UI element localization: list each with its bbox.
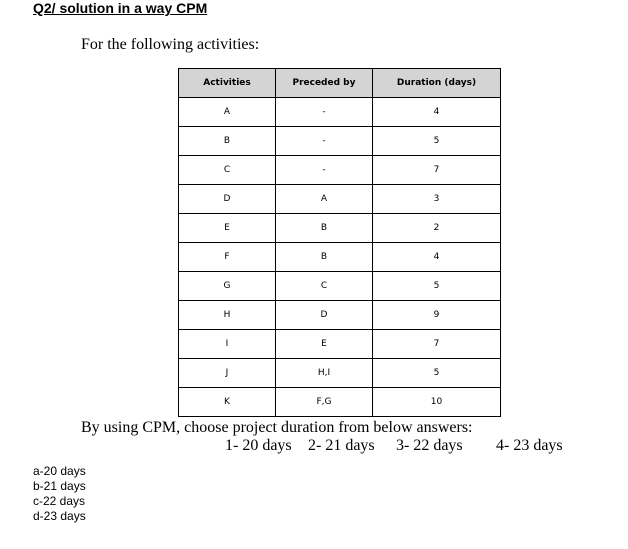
option-3: 3- 22 days <box>396 437 463 454</box>
intro-text: For the following activities: <box>81 36 260 53</box>
preceded-by-cell: B <box>276 214 373 243</box>
activity-cell: I <box>179 330 276 359</box>
table-header-row <box>179 69 501 98</box>
activity-cell: C <box>179 156 276 185</box>
answer-a: a-20 days <box>33 464 86 478</box>
table-row <box>179 388 501 417</box>
option-1: 1- 20 days <box>225 437 292 454</box>
activity-cell: K <box>179 388 276 417</box>
table-row <box>179 185 501 214</box>
preceded-by-cell: A <box>276 185 373 214</box>
activity-cell: E <box>179 214 276 243</box>
option-2: 2- 21 days <box>308 437 375 454</box>
question-title: Q2/ solution in a way CPM <box>33 0 208 16</box>
preceded-by-cell: - <box>276 98 373 127</box>
header-preceded-by: Preceded by <box>276 69 373 98</box>
table-row <box>179 127 501 156</box>
activity-cell: B <box>179 127 276 156</box>
table-row <box>179 272 501 301</box>
duration-cell: 3 <box>373 185 501 214</box>
activity-cell: H <box>179 301 276 330</box>
table-row <box>179 98 501 127</box>
preceded-by-cell: - <box>276 127 373 156</box>
duration-cell: 5 <box>373 272 501 301</box>
activity-cell: J <box>179 359 276 388</box>
answer-b: b-21 days <box>33 479 86 493</box>
answer-list <box>33 464 86 524</box>
table-row <box>179 214 501 243</box>
duration-cell: 5 <box>373 127 501 156</box>
option-4: 4- 23 days <box>496 437 563 454</box>
duration-cell: 7 <box>373 330 501 359</box>
preceded-by-cell: - <box>276 156 373 185</box>
preceded-by-cell: F,G <box>276 388 373 417</box>
table-row <box>179 301 501 330</box>
preceded-by-cell: E <box>276 330 373 359</box>
header-activities: Activities <box>179 69 276 98</box>
table-row <box>179 330 501 359</box>
activity-cell: G <box>179 272 276 301</box>
duration-cell: 4 <box>373 98 501 127</box>
preceded-by-cell: H,I <box>276 359 373 388</box>
duration-cell: 7 <box>373 156 501 185</box>
preceded-by-cell: C <box>276 272 373 301</box>
duration-cell: 10 <box>373 388 501 417</box>
activity-cell: D <box>179 185 276 214</box>
duration-cell: 2 <box>373 214 501 243</box>
duration-cell: 9 <box>373 301 501 330</box>
answer-d: d-23 days <box>33 509 86 523</box>
activity-cell: A <box>179 98 276 127</box>
table-row <box>179 156 501 185</box>
table-row <box>179 243 501 272</box>
question-text: By using CPM, choose project duration from below answers: <box>81 419 473 436</box>
activity-cell: F <box>179 243 276 272</box>
duration-cell: 4 <box>373 243 501 272</box>
table-row <box>179 359 501 388</box>
duration-cell: 5 <box>373 359 501 388</box>
preceded-by-cell: B <box>276 243 373 272</box>
preceded-by-cell: D <box>276 301 373 330</box>
header-duration: Duration (days) <box>373 69 501 98</box>
answer-c: c-22 days <box>33 494 86 508</box>
activities-table <box>178 68 501 417</box>
